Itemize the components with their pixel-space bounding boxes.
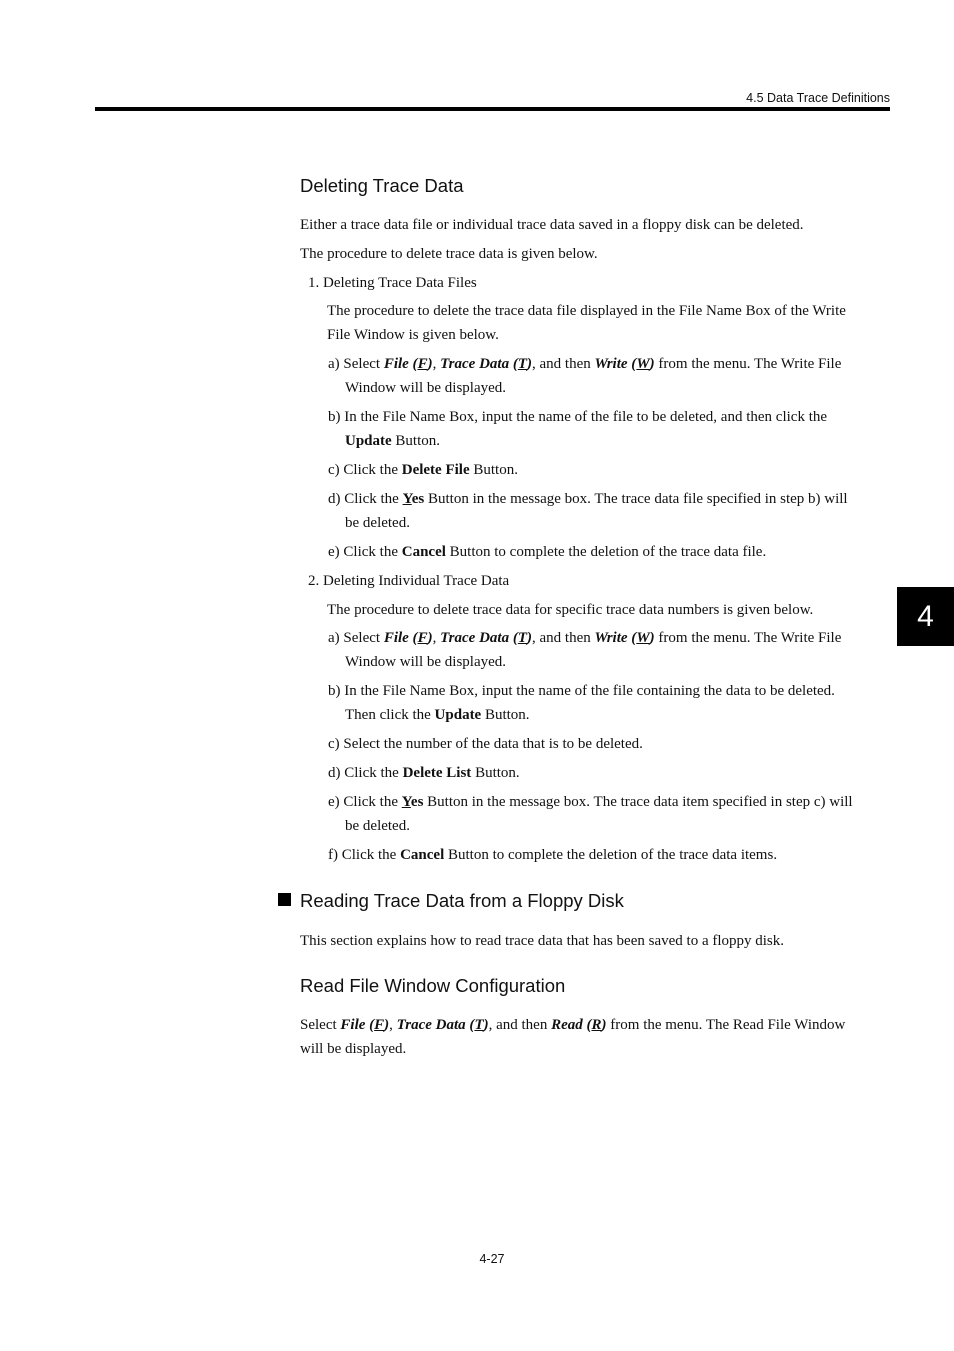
section-3-paragraph [300,1013,890,1061]
step-text: b) In the File Name Box, input the name of the file to be deleted, and then click the [328,409,828,425]
step-label: a) Select [328,630,384,646]
menu-read-key: R [591,1017,602,1033]
update-button-ref: Update [345,433,392,449]
step-text: Button to complete the deletion of the trace data file. [445,544,767,560]
list-item-2-description: The procedure to delete trace data for specific trace data numbers is given below. [327,602,814,618]
step-text: Button. [481,707,530,723]
menu-file: File ( [340,1017,375,1033]
page-number: 4-27 [479,1252,505,1266]
menu-file: File ( [383,356,418,372]
chapter-tab: 4 [897,587,954,646]
menu-trace-key: T [474,1017,484,1033]
step-text: from the menu. The Read File Window [606,1017,846,1033]
menu-write: Write ( [594,630,637,646]
step-2b [328,679,895,727]
step-text: Button. [391,433,441,449]
paren: ) [527,630,533,646]
paren: ) [483,1017,489,1033]
menu-trace-data: Trace Data ( [396,1017,475,1033]
paren: ) [427,356,433,372]
square-bullet-icon [278,893,291,906]
step-1a [328,352,895,400]
paren: ) [427,630,433,646]
menu-file-key: F [417,356,428,372]
step-label: c) Click the [328,462,402,478]
delete-list-button-ref: Delete List [402,765,472,781]
step-label: d) Click the [328,765,403,781]
heading-reading-trace-data: Reading Trace Data from a Floppy Disk [300,890,624,911]
heading-deleting-trace-data: Deleting Trace Data [300,175,464,196]
step-label: f) Click the [328,847,401,863]
yes-rest: es [411,491,425,507]
desc-line: File Window is given below. [327,327,499,343]
paren: ) [649,630,655,646]
cancel-button-ref: Cancel [400,847,445,863]
step-label: e) Click the [328,794,402,810]
paren: ) [601,1017,607,1033]
step-1c [328,458,518,482]
intro-paragraph-1: Either a trace data file or individual trace data saved in a floppy disk can be deleted. [300,217,804,233]
intro-paragraph-2: The procedure to delete trace data is given below. [300,246,598,262]
and-then: , and then [488,1017,552,1033]
step-2f [328,843,777,867]
menu-file-key: F [417,630,428,646]
yes-rest: es [410,794,424,810]
step-text: be deleted. [345,515,410,531]
menu-trace-data: Trace Data ( [440,630,518,646]
list-item-2-title: 2. Deleting Individual Trace Data [308,573,510,589]
menu-read: Read ( [551,1017,592,1033]
header-rule [95,107,890,111]
step-text: from the menu. The Write File [654,356,842,372]
menu-trace-key: T [517,356,528,372]
step-text: b) In the File Name Box, input the name of the file containing the data to be deleted. [328,683,835,699]
step-label: a) Select [328,356,384,372]
step-2e [328,790,900,838]
step-label: e) Click the [328,544,402,560]
running-header: 4.5 Data Trace Definitions [746,91,890,105]
and-then: , and then [532,356,595,372]
heading-read-file-window: Read File Window Configuration [300,975,566,996]
step-text: be deleted. [345,818,410,834]
step-2c: c) Select the number of the data that is to be deleted. [328,736,643,752]
menu-write-key: W [636,630,650,646]
step-text: Window will be displayed. [345,654,507,670]
menu-trace-key: T [517,630,528,646]
paren: ) [649,356,655,372]
desc-line: The procedure to delete the trace data file displayed in the File Name Box of the Write [327,303,846,319]
step-1b [328,405,895,453]
menu-file-key: F [374,1017,385,1033]
yes-key: Y [401,794,411,810]
list-item-1-title: 1. Deleting Trace Data Files [308,275,477,291]
and-then: , and then [532,630,595,646]
paren: ) [527,356,533,372]
comma: , [432,630,441,646]
menu-write: Write ( [594,356,637,372]
step-text: from the menu. The Write File [654,630,842,646]
update-button-ref: Update [434,707,482,723]
step-label: d) Click the [328,491,403,507]
list-item-1-description [327,299,892,347]
yes-key: Y [402,491,412,507]
step-1d [328,487,900,535]
menu-file: File ( [383,630,418,646]
delete-file-button-ref: Delete File [401,462,470,478]
step-text: Button to complete the deletion of the trace data items. [444,847,778,863]
step-1e [328,540,766,564]
step-text: Button in the message box. The trace data file specified in step b) will [424,491,848,507]
step-text: Then click the [345,707,435,723]
step-text: Window will be displayed. [345,380,507,396]
paren: ) [384,1017,390,1033]
menu-write-key: W [636,356,650,372]
step-text: Select [300,1017,341,1033]
step-text: Button. [469,462,518,478]
comma: , [389,1017,397,1033]
step-2d [328,761,520,785]
cancel-button-ref: Cancel [401,544,446,560]
menu-trace-data: Trace Data ( [440,356,518,372]
step-text: will be displayed. [300,1041,407,1057]
step-2a [328,626,895,674]
section-2-intro: This section explains how to read trace data that has been saved to a floppy disk. [300,933,785,949]
comma: , [432,356,441,372]
step-text: Button. [471,765,520,781]
step-text: Button in the message box. The trace data item specified in step c) will [423,794,853,810]
